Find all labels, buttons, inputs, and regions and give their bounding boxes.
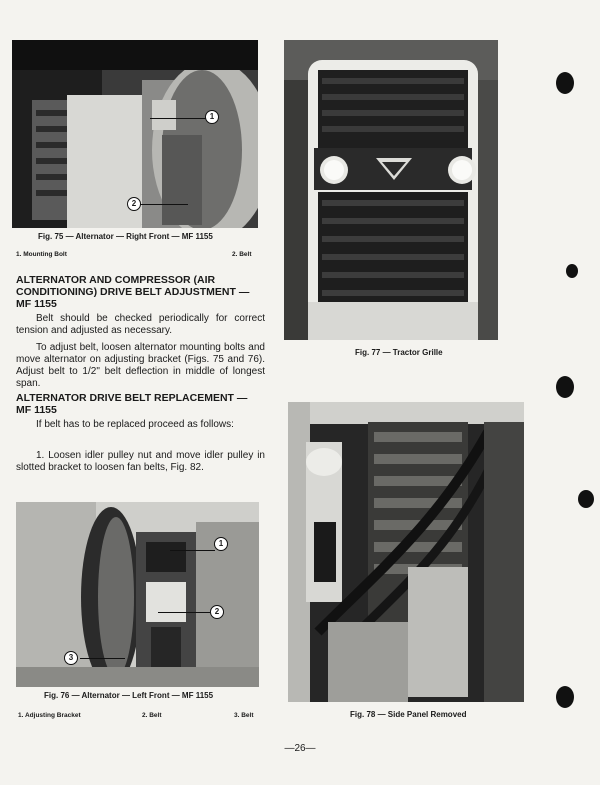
section1-paragraph-1: Belt should be checked periodically for correct tension and adjusted as necessary. [16,313,265,336]
fig75-caption: Fig. 75 — Alternator — Right Front — MF 1155 [38,232,213,241]
section1-paragraph-2: To adjust belt, loosen alternator mounting bolts and move alternator on adjusting bracket (Figs. 75 and 76). Adjust belt to 1/2" belt deflection in middle of longest span. [16,342,265,389]
fig75-callout-2: 2 [127,197,141,211]
fig76-photo [16,502,259,687]
fig76-caption: Fig. 76 — Alternator — Left Front — MF 1155 [44,691,214,700]
binder-hole [578,490,594,508]
binder-hole [556,72,574,94]
fig76-callout-2: 2 [210,605,224,619]
binder-hole [566,264,578,278]
page-number: —26— [284,743,316,754]
section2-paragraph-2: 1. Loosen idler pulley nut and move idler pulley in slotted bracket to loosen fan belts, Fig. 82. [16,450,265,473]
fig75-legend-2: 2. Belt [232,251,252,258]
fig78-photo [288,402,524,702]
section2-paragraph-1: If belt has to be replaced proceed as follows: [36,419,234,430]
fig75-legend-1: 1. Mounting Bolt [16,251,67,258]
fig76-callout-1: 1 [214,537,228,551]
fig76-legend-3: 3. Belt [234,712,254,719]
binder-hole [556,376,574,398]
fig78-caption: Fig. 78 — Side Panel Removed [350,710,467,719]
binder-hole [556,686,574,708]
section2-heading: ALTERNATOR DRIVE BELT REPLACEMENT — MF 1155 [16,392,248,416]
fig77-photo [284,40,498,340]
fig75-callout-1: 1 [205,110,219,124]
fig76-legend-2: 2. Belt [142,712,162,719]
fig77-caption: Fig. 77 — Tractor Grille [355,348,443,357]
fig76-legend-1: 1. Adjusting Bracket [18,712,81,719]
fig76-callout-3: 3 [64,651,78,665]
section1-heading: ALTERNATOR AND COMPRESSOR (AIR CONDITIONING) DRIVE BELT ADJUSTMENT — MF 1155 [16,274,250,310]
